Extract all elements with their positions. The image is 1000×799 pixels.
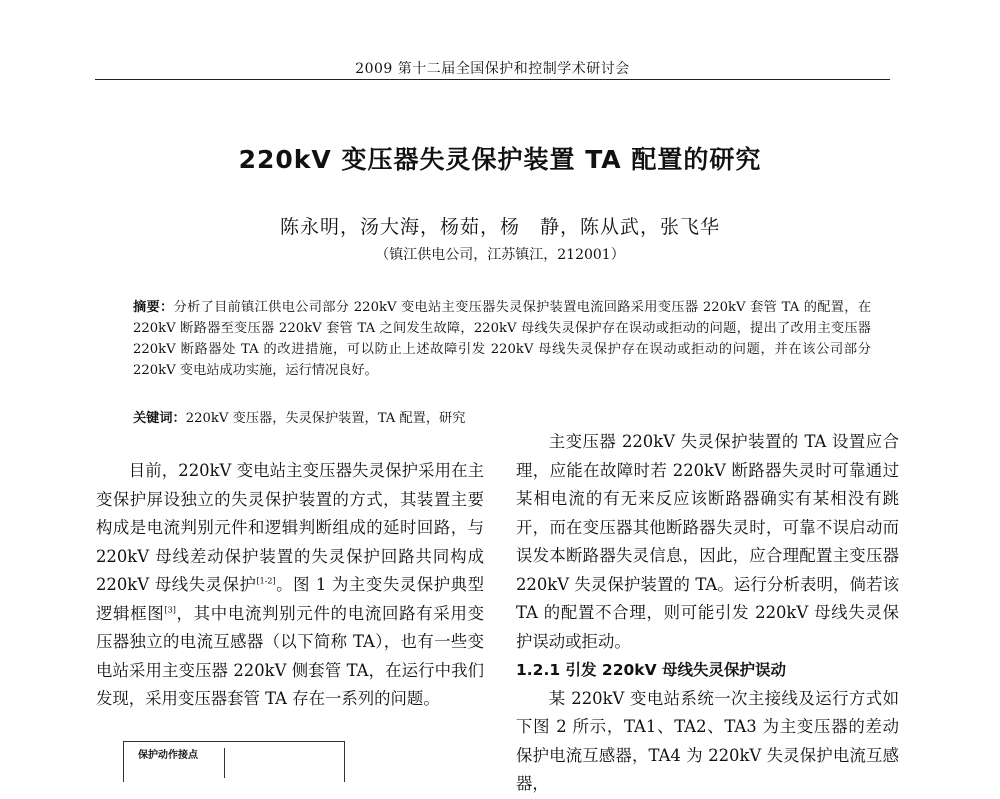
- intro-text-c: ，其中电流判别元件的电流回路有采用变压器独立的电流互感器（以下简称 TA），也有一些变电站采用主变压器 220kV 侧套管 TA，在运行中我们发现，采用变压器套管 TA 存在一系列的问题。: [96, 603, 485, 708]
- keywords-label: 关键词：: [133, 411, 186, 426]
- right-column: [516, 428, 899, 799]
- intro-text-b: 。图 1 为主变失灵保护典型逻辑框图: [96, 575, 484, 623]
- paper-title: 220kV 变压器失灵保护装置 TA 配置的研究: [238, 145, 762, 174]
- abstract-text: 分析了目前镇江供电公司部分 220kV 变电站主变压器失灵保护装置电流回路采用变压器 220kV 套管 TA 的配置，在 220kV 断路器至变压器 220kV 套管 TA 之间发生故障，220kV 母线失灵保护存在误动或拒动的问题，提出了改用主变压器 220kV 断路器处 TA 的改进措施，可以防止上述故障引发 220kV 母线失灵保护存在误动或拒动的问题，并在该公司部分 220kV 变电站成功实施，运行情况良好。: [133, 300, 872, 378]
- left-column: [96, 457, 484, 714]
- figure-label: 保护动作接点: [138, 750, 198, 761]
- citation-1: [1-2]: [256, 576, 276, 586]
- authors: 陈永明，汤大海，杨茹，杨 静，陈从武，张飞华: [279, 216, 720, 238]
- keywords: [133, 409, 871, 429]
- abstract-label: 摘要：: [133, 300, 174, 315]
- abstract: [133, 297, 871, 381]
- case-paragraph: 某 220kV 变电站系统一次主接线及运行方式如下图 2 所示，TA1、TA2、TA3 为主变压器的差动保护电流互感器，TA4 为 220kV 失灵保护电流互感器，: [516, 688, 899, 793]
- keywords-text: 220kV 变压器，失灵保护装置，TA 配置，研究: [185, 411, 466, 426]
- header-rule: [95, 79, 890, 80]
- figure-divider: [224, 748, 225, 778]
- intro-paragraph: [96, 457, 484, 714]
- citation-2: [3]: [164, 605, 176, 615]
- figure-1-logic-diagram: [123, 741, 345, 782]
- intro-text-a: 目前，220kV 变电站主变压器失灵保护采用在主变保护屏设独立的失灵保护装置的方式，其装置主要构成是电流判别元件和逻辑判断组成的延时回路，与 220kV 母线差动保护装置的失灵保护回路共同构成 220kV 母线失灵保护: [96, 461, 484, 594]
- section-heading: 1.2.1 引发 220kV 母线失灵保护误动: [516, 661, 786, 679]
- running-header: 2009 第十二届全国保护和控制学术研讨会: [355, 61, 630, 77]
- affiliation: （镇江供电公司，江苏镇江，212001）: [375, 247, 625, 263]
- ta-config-paragraph: 主变压器 220kV 失灵保护装置的 TA 设置应合理，应能在故障时若 220kV 断路器失灵时可靠通过某相电流的有无来反应该断路器确实有某相没有跳开，而在变压器其他断路器失灵时，可靠不误启动而误发本断路器失灵信息，因此，应合理配置主变压器 220kV 失灵保护装置的 TA。运行分析表明，倘若该 TA 的配置不合理，则可能引发 220kV 母线失灵保护误动或拒动。: [516, 432, 899, 651]
